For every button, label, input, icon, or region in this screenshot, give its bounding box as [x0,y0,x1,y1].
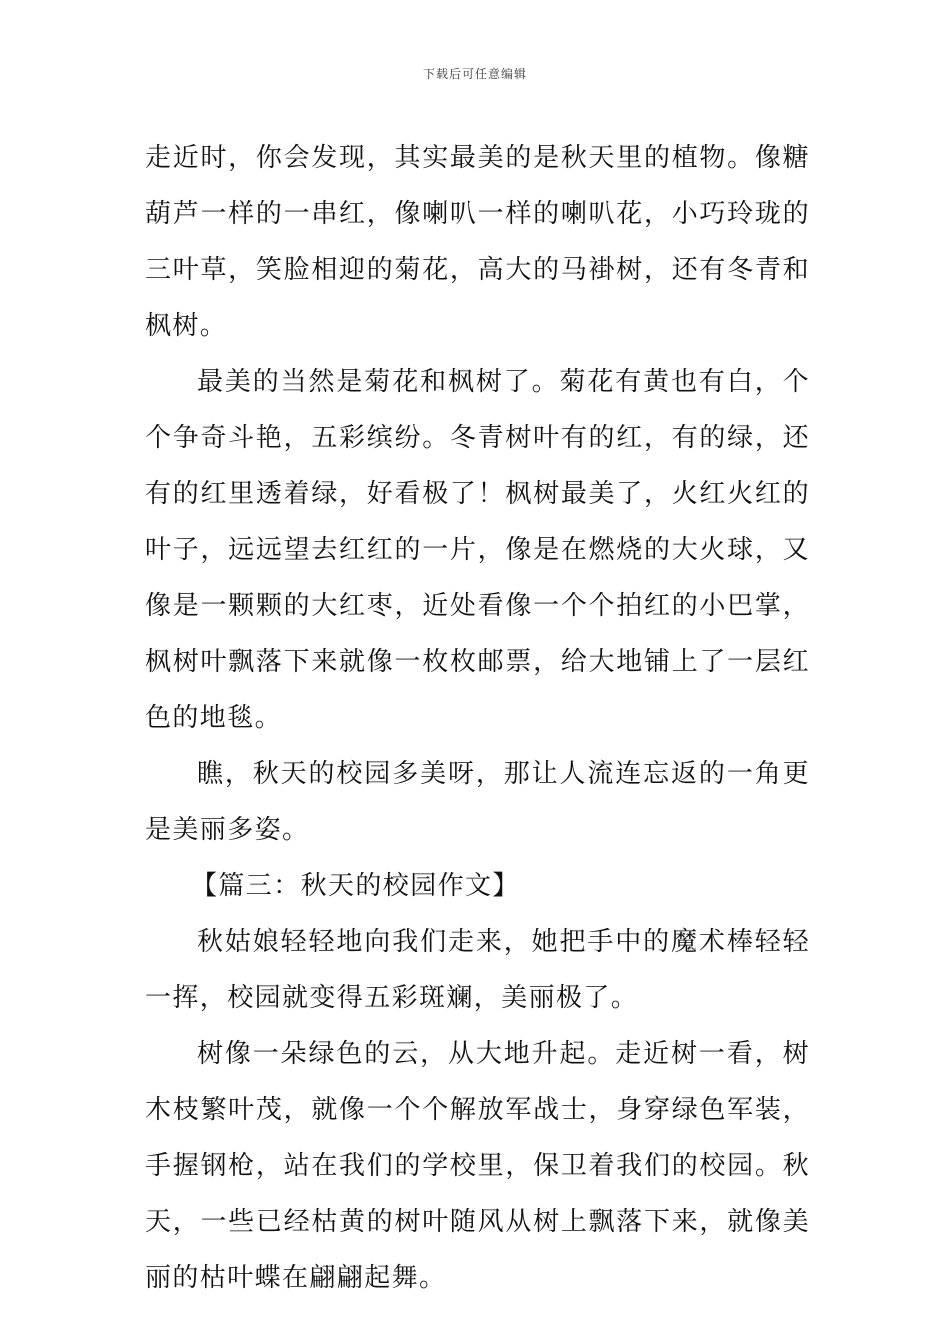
paragraph-chrysanthemum-maple: 最美的当然是菊花和枫树了。菊花有黄也有白，个个争奇斗艳，五彩缤纷。冬青树叶有的红，有的绿，还有的红里透着绿，好看极了！枫树最美了，火红火红的叶子，远远望去红红的一片，像是在燃烧的大火球，又像是一颗颗的大红枣，近处看像一个个拍红的小巴掌，枫树叶飘落下来就像一枚枚邮票，给大地铺上了一层红色的地毯。 [145,367,810,733]
paragraph-trees: 树像一朵绿色的云，从大地升起。走近树一看，树木枝繁叶茂，就像一个个解放军战士，身穿绿色军装，手握钢枪，站在我们的学校里，保卫着我们的校园。秋天，一些已经枯黄的树叶随风从树上飘落下来，就像美丽的枯叶蝶在翩翩起舞。 [145,1039,810,1293]
paragraph-campus-beauty: 瞧，秋天的校园多美呀，那让人流连忘返的一角更是美丽多姿。 [145,759,810,845]
page-header: 下载后可任意编辑 [422,67,527,81]
paragraph-continuation: 走近时，你会发现，其实最美的是秋天里的植物。像糖葫芦一样的一串红，像喇叭一样的喇叭花，小巧玲珑的三叶草，笑脸相迎的菊花，高大的马褂树，还有冬青和枫树。 [145,143,810,341]
document-body [145,130,810,1306]
section-title: 【篇三：秋天的校园作文】 [191,871,520,901]
paragraph-autumn-girl: 秋姑娘轻轻地向我们走来，她把手中的魔术棒轻轻一挥，校园就变得五彩斑斓，美丽极了。 [145,927,810,1013]
